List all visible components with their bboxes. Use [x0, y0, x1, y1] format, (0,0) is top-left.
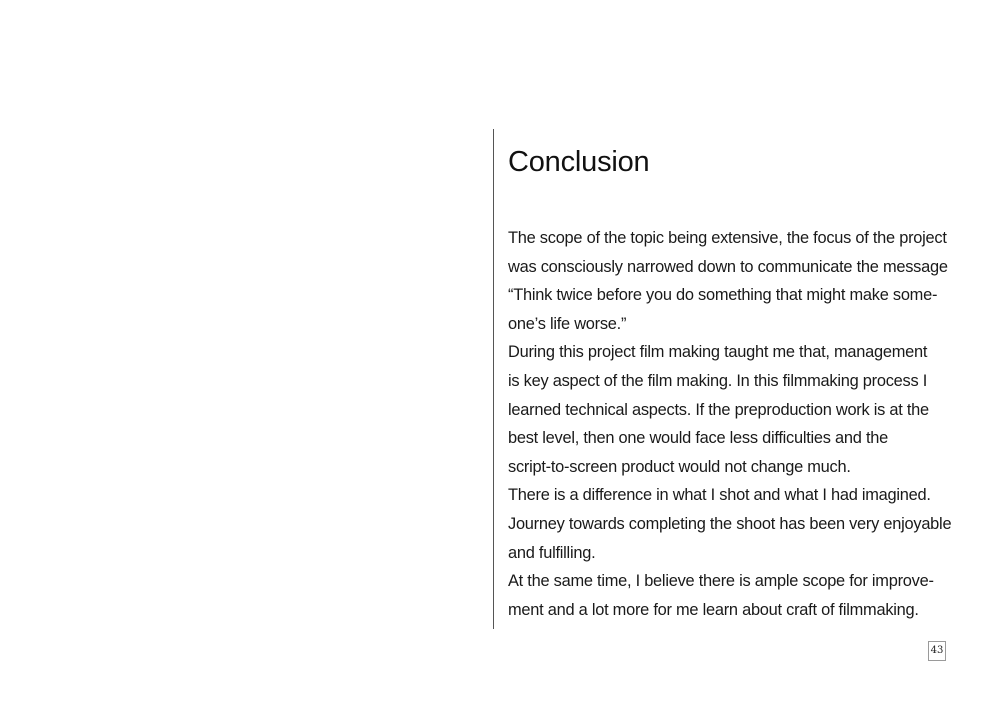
body-line: was consciously narrowed down to communicate the message	[508, 257, 948, 276]
body-line: At the same time, I believe there is ample scope for improve-	[508, 572, 934, 591]
body-line: learned technical aspects. If the preproduction work is at the	[508, 400, 929, 419]
page-number: 43	[928, 641, 946, 661]
body-line: ment and a lot more for me learn about craft of filmmaking.	[508, 600, 919, 619]
body-line: “Think twice before you do something that might make some-	[508, 286, 938, 305]
body-line: script-to-screen product would not change much.	[508, 457, 851, 476]
body-line: and fulfilling.	[508, 543, 596, 562]
page-title: Conclusion	[508, 146, 650, 178]
body-line: During this project film making taught me that, management	[508, 343, 928, 362]
body-line: one’s life worse.”	[508, 314, 627, 333]
body-line: The scope of the topic being extensive, the focus of the project	[508, 229, 947, 247]
body-line: best level, then one would face less difficulties and the	[508, 429, 888, 448]
body-text	[508, 224, 953, 624]
conclusion-section	[508, 140, 953, 624]
vertical-divider	[493, 129, 494, 629]
body-line: There is a difference in what I shot and what I had imagined.	[508, 486, 931, 505]
body-line: Journey towards completing the shoot has been very enjoyable	[508, 514, 952, 533]
body-line: is key aspect of the film making. In this filmmaking process I	[508, 371, 928, 390]
